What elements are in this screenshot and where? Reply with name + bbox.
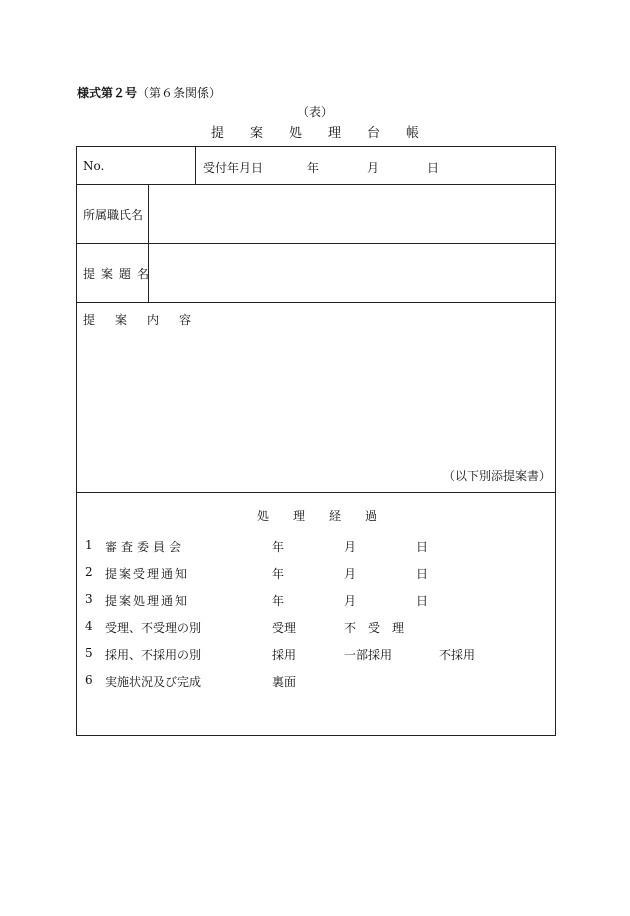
process-month: 月: [344, 567, 357, 581]
title-char: 理: [328, 126, 342, 141]
title-char: 処: [288, 126, 302, 141]
row-divider: [77, 302, 555, 303]
title-char: 帳: [406, 126, 420, 141]
process-label: 提案処理通知: [105, 594, 190, 608]
process-label: 受理、不受理の別: [105, 621, 202, 635]
process-reverse-side: 裏面: [272, 675, 297, 689]
received-year: 年: [307, 161, 320, 175]
ledger-table: [76, 146, 556, 736]
process-accepted: 受理: [272, 621, 297, 635]
process-title: 処理経過: [257, 509, 402, 523]
title-char: 案: [249, 126, 263, 141]
process-adopted: 採用: [272, 648, 297, 662]
received-day: 日: [427, 161, 440, 175]
process-number: 6: [85, 673, 93, 687]
received-date-label: 受付年月日: [203, 161, 264, 175]
form-relation: （第６条関係）: [137, 86, 222, 100]
process-label: 採用、不採用の別: [105, 648, 202, 662]
process-year: 年: [272, 540, 285, 554]
process-label: 審査委員会: [105, 540, 186, 554]
process-not-adopted: 不採用: [439, 648, 476, 662]
process-month: 月: [344, 594, 357, 608]
column-divider: [148, 184, 149, 302]
row-divider: [77, 492, 555, 493]
process-year: 年: [272, 567, 285, 581]
process-number: 1: [85, 538, 93, 552]
form-number: [77, 84, 221, 101]
process-day: 日: [416, 594, 429, 608]
process-day: 日: [416, 540, 429, 554]
received-month: 月: [367, 161, 380, 175]
side-indicator: （表）: [296, 105, 333, 119]
process-rejected: 不 受 理: [344, 621, 405, 635]
form-number-label: 様式第２号: [77, 86, 138, 100]
process-number: 2: [85, 565, 93, 579]
process-number: 3: [85, 592, 93, 606]
content-label: 提案内容: [83, 313, 212, 327]
process-label: 提案受理通知: [105, 567, 190, 581]
attachment-note: （以下別添提案書）: [443, 469, 552, 483]
process-number: 4: [85, 619, 93, 633]
document-title: [0, 122, 630, 141]
subject-label: 提案題名: [83, 267, 156, 281]
process-day: 日: [416, 567, 429, 581]
process-month: 月: [344, 540, 357, 554]
process-partial: 一部採用: [344, 648, 393, 662]
affiliation-label: 所属職氏名: [83, 208, 144, 222]
process-number: 5: [85, 646, 93, 660]
column-divider: [195, 147, 196, 184]
title-char: 提: [210, 126, 224, 141]
no-label: No.: [83, 159, 105, 173]
process-year: 年: [272, 594, 285, 608]
process-label: 実施状況及び完成: [105, 675, 202, 689]
title-char: 台: [367, 126, 381, 141]
